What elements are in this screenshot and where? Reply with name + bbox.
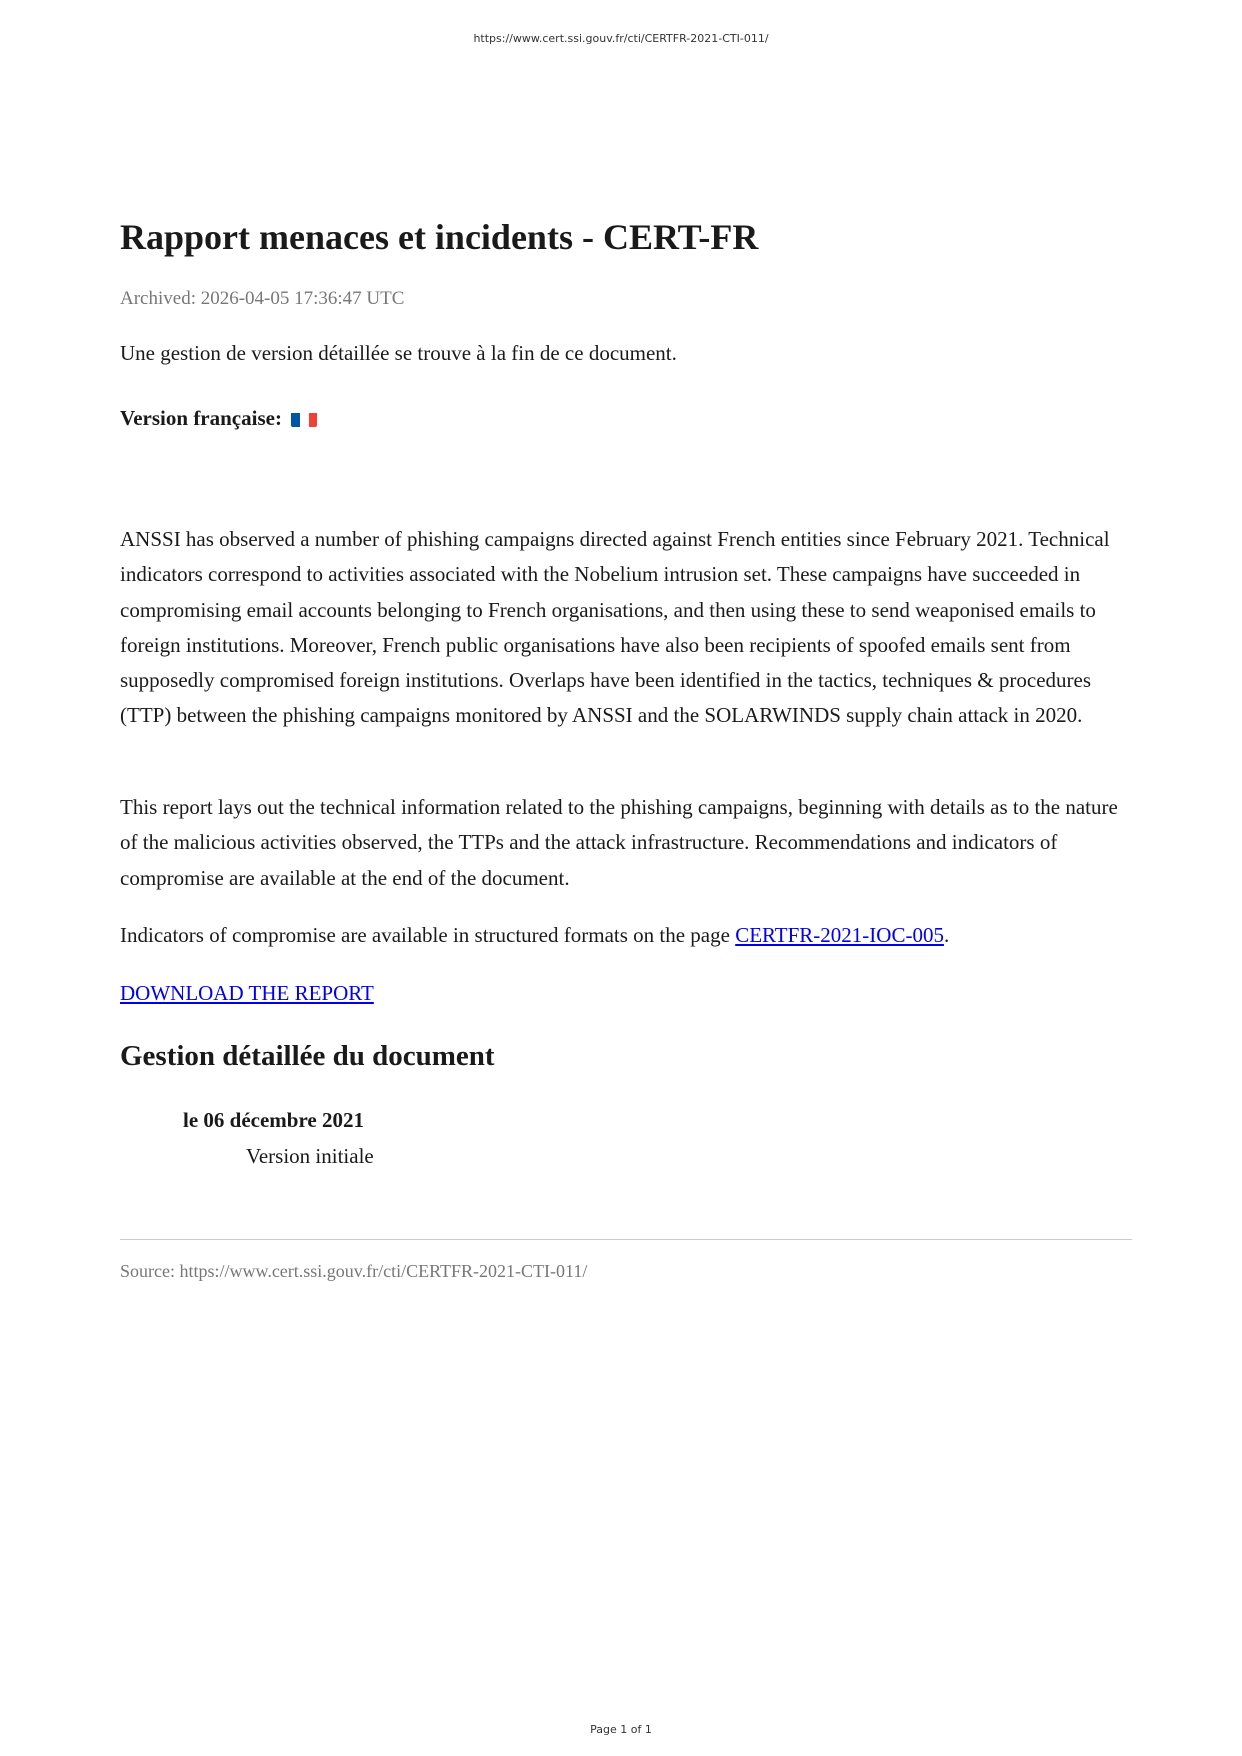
report-paragraph: This report lays out the technical information related to the phishing campaigns, beginning with details as to the nature of the malicious activities observed, the TTPs and the attack infrastructure. Recommendations and indicators of compromise are available at the end of the document. (120, 795, 1118, 890)
summary-paragraph: ANSSI has observed a number of phishing campaigns directed against French entities since February 2021. Technical indicators correspond to activities associated with the Nobelium intrusion set. These campaigns have succeeded in compromising email accounts belonging to French organisations, and then using these to send weaponised emails to foreign institutions. Moreover, French public organisations have also been recipients of spoofed emails sent from supposedly compromised foreign institutions. Overlaps have been identified in the tactics, techniques & procedures (TTP) between the phishing campaigns monitored by ANSSI and the SOLARWINDS supply chain attack in 2020. (120, 527, 1110, 728)
history-entry: Version initiale (246, 1144, 374, 1168)
history-date: le 06 décembre 2021 (183, 1108, 364, 1132)
french-version-label: Version française: (120, 406, 282, 430)
ioc-text: Indicators of compromise are available in structured formats on the page (120, 923, 736, 947)
page-title: Rapport menaces et incidents - CERT-FR (120, 217, 759, 257)
ioc-paragraph (120, 918, 1132, 953)
divider (120, 1239, 1132, 1240)
source-url: Source: https://www.cert.ssi.gouv.fr/cti/CERTFR-2021-CTI-011/ (120, 1261, 588, 1281)
intro-text: Une gestion de version détaillée se trouve à la fin de ce document. (120, 341, 677, 365)
french-flag-icon[interactable] (291, 408, 317, 427)
ioc-suffix: . (943, 923, 950, 947)
download-report-link[interactable]: DOWNLOAD THE REPORT (120, 981, 374, 1005)
french-version-line (120, 401, 1132, 436)
page-number: Page 1 of 1 (590, 1723, 652, 1736)
archived-timestamp: Archived: 2026-04-05 17:36:47 UTC (120, 288, 405, 309)
print-header-url: https://www.cert.ssi.gouv.fr/cti/CERTFR-2021-CTI-011/ (473, 32, 769, 45)
download-line (120, 976, 1132, 1011)
history-heading: Gestion détaillée du document (120, 1040, 495, 1072)
ioc-link[interactable]: CERTFR-2021-IOC-005 (735, 923, 944, 947)
